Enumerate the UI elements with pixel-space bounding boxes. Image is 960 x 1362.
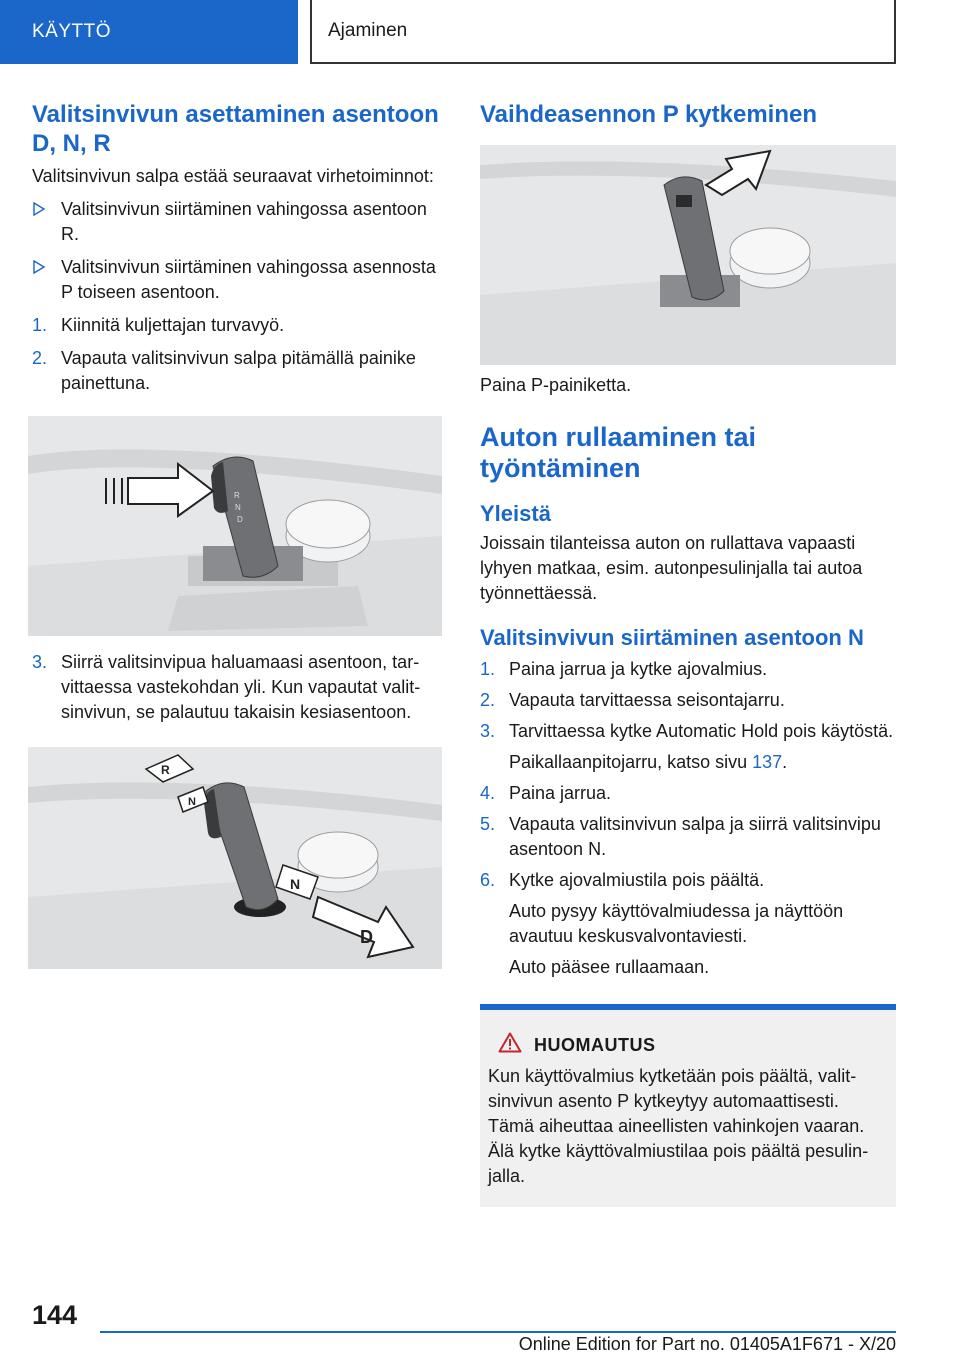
reference-note: Paikallaanpitojarru, katso sivu 137. xyxy=(509,752,788,772)
lever-letter-d: D xyxy=(360,927,373,947)
left-column xyxy=(32,100,444,969)
right-column xyxy=(480,100,896,1207)
step-item: 2. Vapauta valitsinvivun salpa pitämällä painike painettuna. xyxy=(32,348,416,393)
triangle-right-icon xyxy=(32,197,61,247)
chapter-header xyxy=(310,0,896,64)
page-number: 144 xyxy=(32,1300,78,1330)
svg-text:D: D xyxy=(237,515,243,524)
page-reference-link[interactable]: 137 xyxy=(752,752,783,772)
section-heading: Valitsinvivun asettaminen asentoon D, N, R xyxy=(32,101,439,157)
general-text: Joissain tilanteissa auton on rullattava vapaasti lyhyen matkaa, esim. autonpesulinjalla tai autoa työnnettäessä. xyxy=(480,533,863,603)
gear-lever-positions-illustration xyxy=(28,747,442,969)
triangle-right-icon xyxy=(32,255,61,305)
list-item: Valitsinvivun siirtäminen vahingossa asentoon R. xyxy=(32,197,444,247)
chapter-title: Ajaminen xyxy=(328,20,408,41)
step-item: 1. Kiinnitä kuljettajan turvavyö. xyxy=(32,315,285,335)
intro-text: Valitsinvivun salpa estää seuraavat virhetoiminnot: xyxy=(32,166,434,186)
footer-divider xyxy=(100,1331,896,1333)
subsection-heading: Yleistä xyxy=(480,501,551,526)
section-heading: Vaihdeasennon P kytkeminen xyxy=(480,101,818,128)
step-item: 4. Paina jarrua. xyxy=(480,783,612,803)
lever-letter-r: R xyxy=(161,763,170,777)
step-note: Auto pääsee rullaamaan. xyxy=(509,957,710,977)
section-label: KÄYTTÖ xyxy=(32,21,112,42)
step-item: 6. Kytke ajovalmiustila pois päältä. xyxy=(480,870,765,890)
step-item: 3. Siirrä valitsinvipua haluamaasi asentoon, tarvittaessa vastekohdan yli. Kun vapautat valitsinvivun, se palautuu takaisin kesiasentoon. xyxy=(32,652,421,722)
edition-note: Online Edition for Part no. 01405A1F671 - X/20 xyxy=(518,1334,896,1354)
step-note: Auto pysyy käyttövalmiudessa ja näyttöön avautuu keskusvalvontaviesti. xyxy=(509,901,844,946)
step-item: 3. Tarvittaessa kytke Automatic Hold pois käytöstä. xyxy=(480,721,894,741)
svg-text:R: R xyxy=(234,491,240,500)
warning-triangle-icon xyxy=(498,1032,522,1058)
section-heading: Auton rullaaminen tai työntäminen xyxy=(480,422,757,483)
lever-letter-n-lower: N xyxy=(290,876,301,892)
park-instruction: Paina P-painiketta. xyxy=(480,375,632,395)
section-tab xyxy=(0,0,298,64)
park-button-illustration xyxy=(480,145,896,365)
step-item: 2. Vapauta tarvittaessa seisontajarru. xyxy=(480,690,785,710)
warning-title: HUOMAUTUS xyxy=(534,1034,656,1055)
warning-box xyxy=(480,1004,896,1207)
warning-text: Kun käyttövalmius kytketään pois päältä, valitsinvivun asento P kytkeytyy automaattisesti. Tämä aiheuttaa aineellisten vahinkojen vaaran. Älä kytke käyttövalmiustilaa pois päältä pesulinjalla. xyxy=(488,1066,869,1186)
step-item: 1. Paina jarrua ja kytke ajovalmius. xyxy=(480,659,768,679)
lever-letter-n-upper: N xyxy=(188,796,196,808)
subsection-heading: Valitsinvivun siirtäminen asentoon N xyxy=(480,625,864,650)
gear-lever-button-illustration xyxy=(28,416,442,636)
step-item: 5. Vapauta valitsinvivun salpa ja siirrä valitsinvipu asentoon N. xyxy=(480,814,881,859)
list-item: Valitsinvivun siirtäminen vahingossa asennosta P toiseen asentoon. xyxy=(32,255,444,305)
svg-text:N: N xyxy=(235,503,241,512)
